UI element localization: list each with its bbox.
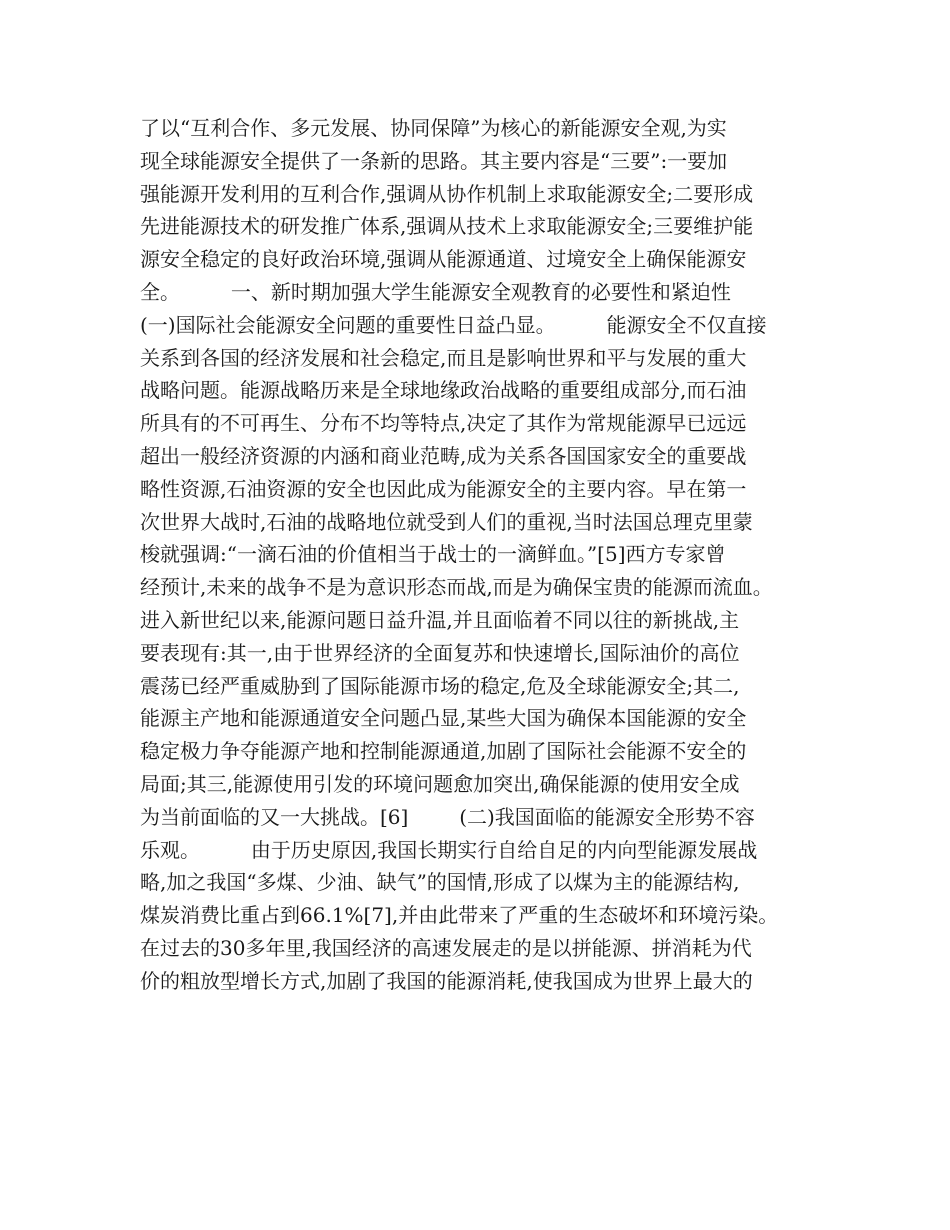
text-line: 超出一般经济资源的内涵和商业范畴,成为关系各国国家安全的重要战: [140, 443, 747, 468]
text-line: 要表现有:其一,由于世界经济的全面复苏和快速增长,国际油价的高位: [140, 640, 740, 665]
text-line: 关系到各国的经济发展和社会稳定,而且是影响世界和平与发展的重大: [140, 345, 747, 370]
text-line: 震荡已经严重威胁到了国际能源市场的稳定,危及全球能源安全;其二,: [140, 673, 740, 698]
text-line: 稳定极力争夺能源产地和控制能源通道,加剧了国际社会能源不安全的: [140, 739, 747, 764]
text-line: 局面;其三,能源使用引发的环境问题愈加突出,确保能源的使用安全成: [140, 771, 740, 796]
subsection-heading-line: 为当前面临的又一大挑战。[6] (二)我国面临的能源安全形势不容: [140, 804, 755, 829]
text-line: 所具有的不可再生、分布不均等特点,决定了其作为常规能源早已远远: [140, 411, 747, 436]
text-line: 梭就强调:“一滴石油的价值相当于战士的一滴鲜血。”[5]西方专家曾: [140, 542, 726, 567]
text-line: 在过去的30多年里,我国经济的高速发展走的是以拼能源、拼消耗为代: [140, 935, 752, 960]
text-line: 价的粗放型增长方式,加剧了我国的能源消耗,使我国成为世界上最大的: [140, 968, 753, 993]
text-line: 乐观。 由于历史原因,我国长期实行自给自足的内向型能源发展战: [140, 837, 758, 862]
text-line: 了以“互利合作、多元发展、协同保障”为核心的新能源安全观,为实: [140, 116, 727, 140]
text-line: 能源主产地和能源通道安全问题凸显,某些大国为确保本国能源的安全: [140, 706, 747, 731]
text-line: 煤炭消费比重占到66.1%[7],并由此带来了严重的生态破坏和环境污染。: [140, 903, 779, 928]
text-line: 现全球能源安全提供了一条新的思路。其主要内容是“三要”:一要加: [140, 148, 728, 173]
text-line: 略性资源,石油资源的安全也因此成为能源安全的主要内容。早在第一: [140, 476, 747, 501]
text-line: 进入新世纪以来,能源问题日益升温,并且面临着不同以往的新挑战,主: [140, 607, 740, 632]
text-line: 经预计,未来的战争不是为意识形态而战,而是为确保宝贵的能源而流血。: [140, 575, 773, 600]
subsection-heading-line: (一)国际社会能源安全问题的重要性日益凸显。 能源安全不仅直接: [140, 312, 767, 337]
section-heading-line: 全。 一、新时期加强大学生能源安全观教育的必要性和紧迫性: [140, 279, 731, 304]
text-line: 强能源开发利用的互利合作,强调从协作机制上求取能源安全;二要形成: [140, 181, 754, 206]
text-line: 战略问题。能源战略历来是全球地缘政治战略的重要组成部分,而石油: [140, 378, 747, 403]
text-line: 源安全稳定的良好政治环境,强调从能源通道、过境安全上确保能源安: [140, 247, 747, 272]
text-line: 次世界大战时,石油的战略地位就受到人们的重视,当时法国总理克里蒙: [140, 509, 753, 534]
text-line: 先进能源技术的研发推广体系,强调从技术上求取能源安全;三要维护能: [140, 214, 754, 239]
text-line: 略,加之我国“多煤、少油、缺气”的国情,形成了以煤为主的能源结构,: [140, 870, 740, 895]
body-text: [140, 112, 820, 998]
